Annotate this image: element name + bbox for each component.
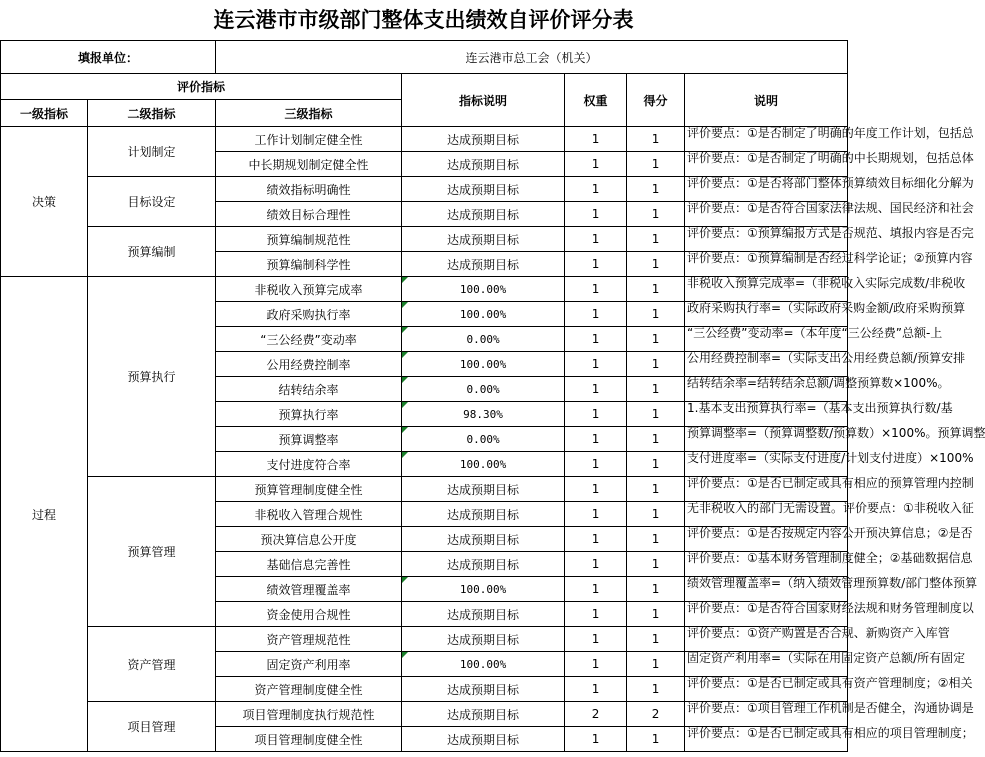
- score-cell: [627, 327, 685, 352]
- score-cell-text: 1: [651, 657, 660, 671]
- level3-indicator-text: 项目管理制度执行规范性: [242, 707, 375, 722]
- level3-indicator-text: 基础信息完善性: [266, 557, 351, 572]
- indicator-explanation-text: 达成预期目标: [447, 632, 520, 647]
- weight-cell-text: 1: [591, 457, 600, 471]
- score-cell-text: 1: [651, 182, 660, 196]
- score-cell: [627, 552, 685, 577]
- indicator-explanation-text: 100.00%: [459, 358, 507, 371]
- indicator-explanation: [402, 302, 565, 327]
- indicator-explanation-text: 达成预期目标: [447, 157, 520, 172]
- score-cell-text: 1: [651, 207, 660, 221]
- score-cell-text: 1: [651, 632, 660, 646]
- level3-indicator: [216, 652, 402, 677]
- weight-cell: [565, 727, 627, 752]
- indicator-explanation: [402, 177, 565, 202]
- indicator-explanation: [402, 352, 565, 377]
- level2-indicator: 资产管理: [88, 627, 216, 702]
- weight-cell-text: 1: [591, 357, 600, 371]
- indicator-explanation-text: 达成预期目标: [447, 182, 520, 197]
- weight-cell: [565, 702, 627, 727]
- score-cell-text: 1: [651, 507, 660, 521]
- remark-cell: [685, 726, 974, 752]
- weight-cell: [565, 677, 627, 702]
- weight-cell: [565, 477, 627, 502]
- indicator-explanation: [402, 152, 565, 177]
- level3-indicator-text: 资产管理制度健全性: [254, 682, 363, 697]
- level3-indicator-text: 预算调整率: [278, 432, 339, 447]
- indicator-explanation: [402, 627, 565, 652]
- remark-text: 预算调整率=（预算调整数/预算数）×100%。预算调整: [687, 426, 985, 440]
- level3-indicator: [216, 702, 402, 727]
- level2-indicator: 预算管理: [88, 477, 216, 627]
- weight-cell-text: 1: [591, 482, 600, 496]
- level3-indicator: [216, 227, 402, 252]
- level3-indicator-text: 公用经费控制率: [266, 357, 351, 372]
- evaluation-indicator-header: 评价指标: [1, 74, 402, 100]
- table-row: [1, 177, 848, 202]
- weight-cell-text: 1: [591, 632, 600, 646]
- weight-cell: [565, 377, 627, 402]
- score-cell: [627, 402, 685, 427]
- level3-indicator: [216, 177, 402, 202]
- remark-cell: [685, 376, 950, 402]
- weight-cell: [565, 152, 627, 177]
- level3-indicator: [216, 152, 402, 177]
- level3-indicator: [216, 452, 402, 477]
- remark-cell: [685, 476, 974, 502]
- level3-indicator: [216, 627, 402, 652]
- table-row: [1, 702, 848, 727]
- level2-indicator: 预算执行: [88, 277, 216, 477]
- indicator-explanation-text: 达成预期目标: [447, 682, 520, 697]
- indicator-explanation: [402, 527, 565, 552]
- score-cell-text: 1: [651, 157, 660, 171]
- level3-indicator-text: 支付进度符合率: [266, 457, 351, 472]
- level2-indicator: 项目管理: [88, 702, 216, 752]
- indicator-explanation: [402, 477, 565, 502]
- score-cell-text: 1: [651, 357, 660, 371]
- score-cell: [627, 652, 685, 677]
- score-cell: [627, 477, 685, 502]
- weight-cell-text: 1: [591, 582, 600, 596]
- remark-cell: [685, 526, 973, 552]
- weight-cell: [565, 352, 627, 377]
- weight-cell: [565, 277, 627, 302]
- remark-text: 评价要点：①预算编报方式是否规范、填报内容是否完: [687, 226, 974, 240]
- remark-text: 评价要点：①是否按规定内容公开预决算信息；②是否: [687, 526, 973, 540]
- indicator-explanation: [402, 502, 565, 527]
- score-cell: [627, 377, 685, 402]
- weight-cell: [565, 252, 627, 277]
- weight-cell-text: 1: [591, 682, 600, 696]
- remark-cell: [685, 551, 973, 577]
- level2-indicator: 预算编制: [88, 227, 216, 277]
- remark-cell: [685, 176, 974, 202]
- weight-cell-text: 1: [591, 207, 600, 221]
- level1-indicator: 过程: [1, 277, 88, 752]
- weight-cell: [565, 402, 627, 427]
- weight-cell-text: 1: [591, 532, 600, 546]
- indicator-explanation: [402, 577, 565, 602]
- weight-cell-text: 1: [591, 407, 600, 421]
- remark-cell: [685, 701, 974, 727]
- weight-cell: [565, 177, 627, 202]
- score-cell: [627, 452, 685, 477]
- indicator-explanation-text: 0.00%: [466, 433, 500, 446]
- level3-indicator-text: 非税收入预算完成率: [254, 282, 363, 297]
- indicator-explanation-text: 100.00%: [459, 283, 507, 296]
- score-cell-text: 1: [651, 482, 660, 496]
- unit-value: 连云港市总工会（机关）: [216, 41, 848, 74]
- indicator-explanation: [402, 702, 565, 727]
- score-cell-text: 1: [651, 682, 660, 696]
- level3-indicator-text: 政府采购执行率: [266, 307, 351, 322]
- level3-indicator-text: 预算编制科学性: [266, 257, 351, 272]
- level3-indicator: [216, 127, 402, 152]
- level3-indicator: [216, 427, 402, 452]
- remark-text: 评价要点：①是否将部门整体预算绩效目标细化分解为: [687, 176, 974, 190]
- remark-text: 评价要点：①基本财务管理制度健全；②基础数据信息: [687, 551, 973, 565]
- level3-indicator-text: “三公经费”变动率: [260, 332, 357, 347]
- level3-indicator-text: 固定资产利用率: [266, 657, 351, 672]
- level3-indicator-text: 结转结余率: [278, 382, 339, 397]
- score-cell: [627, 227, 685, 252]
- indicator-explanation: [402, 677, 565, 702]
- indicator-explanation-text: 达成预期目标: [447, 732, 520, 747]
- score-cell-text: 1: [651, 307, 660, 321]
- remark-cell: [685, 226, 974, 252]
- weight-cell: [565, 327, 627, 352]
- level3-indicator-text: 预算执行率: [278, 407, 339, 422]
- weight-cell-text: 1: [591, 182, 600, 196]
- remark-cell: [685, 326, 943, 352]
- weight-cell: [565, 627, 627, 652]
- level3-indicator: [216, 202, 402, 227]
- score-cell: [627, 502, 685, 527]
- remark-header: 说明: [685, 74, 848, 127]
- score-cell: [627, 202, 685, 227]
- remark-cell: [685, 626, 950, 652]
- table-row: [1, 627, 848, 652]
- level3-indicator-text: 工作计划制定健全性: [254, 132, 363, 147]
- weight-cell-text: 2: [591, 707, 600, 721]
- level3-indicator: [216, 577, 402, 602]
- indicator-explanation: [402, 452, 565, 477]
- indicator-explanation: [402, 252, 565, 277]
- remark-text: “三公经费”变动率=（本年度“三公经费”总额-上: [687, 326, 943, 340]
- score-cell: [627, 677, 685, 702]
- remark-cell: [685, 676, 973, 702]
- score-cell: [627, 302, 685, 327]
- unit-label: 填报单位：: [1, 41, 216, 74]
- table-row: [1, 277, 848, 302]
- level3-indicator: [216, 252, 402, 277]
- weight-cell: [565, 502, 627, 527]
- remark-text: 评价要点：①是否符合国家法律法规、国民经济和社会: [687, 201, 974, 215]
- level3-indicator: [216, 302, 402, 327]
- score-cell-text: 1: [651, 607, 660, 621]
- score-cell-text: 1: [651, 732, 660, 746]
- remark-cell: [685, 401, 953, 427]
- weight-cell: [565, 227, 627, 252]
- score-cell: [627, 177, 685, 202]
- remark-cell: [685, 201, 974, 227]
- level3-indicator: [216, 527, 402, 552]
- score-cell-text: 1: [651, 432, 660, 446]
- level3-indicator-text: 预算编制规范性: [266, 232, 351, 247]
- remark-text: 政府采购执行率=（实际政府采购金额/政府采购预算: [687, 301, 966, 315]
- remark-cell: [685, 651, 966, 677]
- level3-indicator: [216, 327, 402, 352]
- score-cell-text: 1: [651, 382, 660, 396]
- table-row: [1, 127, 848, 152]
- remark-text: 评价要点：①资产购置是否合规、新购资产入库管: [687, 626, 950, 640]
- weight-cell-text: 1: [591, 332, 600, 346]
- indicator-explanation: [402, 427, 565, 452]
- level3-indicator-text: 绩效目标合理性: [266, 207, 351, 222]
- weight-cell-text: 1: [591, 232, 600, 246]
- score-cell-text: 1: [651, 232, 660, 246]
- level3-indicator: [216, 402, 402, 427]
- score-cell: [627, 427, 685, 452]
- remark-cell: [685, 451, 974, 477]
- level3-indicator-text: 绩效管理覆盖率: [266, 582, 351, 597]
- score-cell-text: 1: [651, 532, 660, 546]
- remark-cell: [685, 126, 974, 152]
- remark-text: 绩效管理覆盖率=（纳入绩效管理预算数/部门整体预算: [687, 576, 978, 590]
- weight-cell: [565, 127, 627, 152]
- level3-indicator-text: 预决算信息公开度: [260, 532, 357, 547]
- score-cell-text: 1: [651, 557, 660, 571]
- level3-indicator: [216, 602, 402, 627]
- remark-cell: [685, 351, 966, 377]
- indicator-explanation: [402, 552, 565, 577]
- remark-text: 公用经费控制率=（实际支出公用经费总额/预算安排: [687, 351, 966, 365]
- indicator-explanation-text: 100.00%: [459, 658, 507, 671]
- level3-indicator-text: 资金使用合规性: [266, 607, 351, 622]
- indicator-explanation-text: 100.00%: [459, 308, 507, 321]
- level3-indicator: [216, 502, 402, 527]
- remark-cell: [685, 276, 966, 302]
- level3-indicator-text: 中长期规划制定健全性: [248, 157, 369, 172]
- score-cell-text: 1: [651, 332, 660, 346]
- score-cell: [627, 727, 685, 752]
- indicator-explanation-text: 达成预期目标: [447, 707, 520, 722]
- indicator-explanation-text: 达成预期目标: [447, 207, 520, 222]
- level3-header: 三级指标: [216, 100, 402, 127]
- indicator-explanation: [402, 277, 565, 302]
- level3-indicator-text: 绩效指标明确性: [266, 182, 351, 197]
- remark-cell: [685, 426, 985, 452]
- remark-cell: [685, 301, 966, 327]
- indicator-explanation-text: 达成预期目标: [447, 257, 520, 272]
- weight-cell-text: 1: [591, 157, 600, 171]
- score-cell: [627, 352, 685, 377]
- weight-cell-text: 1: [591, 307, 600, 321]
- weight-cell: [565, 302, 627, 327]
- indicator-explanation: [402, 727, 565, 752]
- remark-text: 支付进度率=（实际支付进度/计划支付进度）×100%: [687, 451, 974, 465]
- remark-text: 固定资产利用率=（实际在用固定资产总额/所有固定: [687, 651, 966, 665]
- level3-indicator: [216, 277, 402, 302]
- score-cell: [627, 577, 685, 602]
- remark-text: 1.基本支出预算执行率=（基本支出预算执行数/基: [687, 401, 953, 415]
- score-cell: [627, 527, 685, 552]
- score-cell-text: 1: [651, 407, 660, 421]
- score-cell-text: 1: [651, 582, 660, 596]
- indicator-explanation-text: 100.00%: [459, 583, 507, 596]
- score-cell-text: 2: [651, 707, 660, 721]
- indicator-explanation-text: 0.00%: [466, 333, 500, 346]
- score-table: [0, 40, 985, 752]
- remark-text: 评价要点：①是否已制定或具有相应的项目管理制度；: [687, 726, 974, 740]
- indicator-explanation: [402, 402, 565, 427]
- weight-cell: [565, 427, 627, 452]
- table-row: [1, 477, 848, 502]
- level1-indicator: 决策: [1, 127, 88, 277]
- indicator-explanation: [402, 127, 565, 152]
- score-cell: [627, 702, 685, 727]
- level2-indicator: 目标设定: [88, 177, 216, 227]
- indicator-explanation-text: 100.00%: [459, 458, 507, 471]
- indicator-explanation: [402, 327, 565, 352]
- weight-cell: [565, 577, 627, 602]
- level3-indicator: [216, 477, 402, 502]
- weight-cell: [565, 202, 627, 227]
- level2-indicator: 计划制定: [88, 127, 216, 177]
- indicator-explanation-text: 达成预期目标: [447, 132, 520, 147]
- score-cell: [627, 602, 685, 627]
- score-cell: [627, 252, 685, 277]
- explanation-header: 指标说明: [402, 74, 565, 127]
- remark-cell: [685, 601, 974, 627]
- level3-indicator-text: 项目管理制度健全性: [254, 732, 363, 747]
- indicator-explanation-text: 达成预期目标: [447, 532, 520, 547]
- score-cell: [627, 627, 685, 652]
- weight-cell-text: 1: [591, 132, 600, 146]
- level3-indicator-text: 资产管理规范性: [266, 632, 351, 647]
- sheet-title: 连云港市市级部门整体支出绩效自评价评分表: [213, 8, 634, 32]
- indicator-explanation: [402, 652, 565, 677]
- indicator-explanation: [402, 202, 565, 227]
- level3-indicator-text: 预算管理制度健全性: [254, 482, 363, 497]
- indicator-explanation: [402, 227, 565, 252]
- weight-cell: [565, 652, 627, 677]
- table-row: [1, 227, 848, 252]
- weight-cell: [565, 602, 627, 627]
- remark-cell: [685, 251, 973, 277]
- score-cell-text: 1: [651, 457, 660, 471]
- indicator-explanation: [402, 602, 565, 627]
- indicator-explanation-text: 达成预期目标: [447, 232, 520, 247]
- level3-indicator-text: 非税收入管理合规性: [254, 507, 363, 522]
- weight-cell-text: 1: [591, 657, 600, 671]
- score-cell: [627, 152, 685, 177]
- weight-cell-text: 1: [591, 432, 600, 446]
- indicator-explanation-text: 达成预期目标: [447, 507, 520, 522]
- remark-text: 评价要点：①项目管理工作机制是否健全，沟通协调是: [687, 701, 974, 715]
- remark-text: 评价要点：①是否符合国家财经法规和财务管理制度以: [687, 601, 974, 615]
- score-cell-text: 1: [651, 257, 660, 271]
- remark-text: 评价要点：①预算编制是否经过科学论证；②预算内容: [687, 251, 973, 265]
- level3-indicator: [216, 552, 402, 577]
- indicator-explanation-text: 达成预期目标: [447, 607, 520, 622]
- remark-text: 结转结余率=结转结余总额/调整预算数×100%。: [687, 376, 950, 390]
- level3-indicator: [216, 377, 402, 402]
- weight-cell-text: 1: [591, 282, 600, 296]
- indicator-explanation-text: 0.00%: [466, 383, 500, 396]
- score-cell: [627, 277, 685, 302]
- weight-cell-text: 1: [591, 257, 600, 271]
- remark-text: 评价要点：①是否已制定或具有资产管理制度；②相关: [687, 676, 973, 690]
- remark-text: 评价要点：①是否制定了明确的中长期规划，包括总体: [687, 151, 974, 165]
- weight-cell-text: 1: [591, 732, 600, 746]
- remark-text: 非税收入预算完成率=（非税收入实际完成数/非税收: [687, 276, 966, 290]
- score-cell-text: 1: [651, 132, 660, 146]
- level1-header: 一级指标: [1, 100, 88, 127]
- level3-indicator: [216, 677, 402, 702]
- remark-text: 评价要点：①是否制定了明确的年度工作计划，包括总: [687, 126, 974, 140]
- indicator-explanation-text: 达成预期目标: [447, 482, 520, 497]
- weight-cell-text: 1: [591, 557, 600, 571]
- indicator-explanation-text: 达成预期目标: [447, 557, 520, 572]
- weight-cell: [565, 527, 627, 552]
- weight-cell: [565, 552, 627, 577]
- level3-indicator: [216, 352, 402, 377]
- indicator-explanation: [402, 377, 565, 402]
- indicator-explanation-text: 98.30%: [463, 408, 503, 421]
- score-header: 得分: [627, 74, 685, 127]
- weight-cell-text: 1: [591, 507, 600, 521]
- score-cell-text: 1: [651, 282, 660, 296]
- remark-cell: [685, 576, 978, 602]
- weight-cell: [565, 452, 627, 477]
- remark-cell: [685, 501, 974, 527]
- level2-header: 二级指标: [88, 100, 216, 127]
- level3-indicator: [216, 727, 402, 752]
- weight-cell-text: 1: [591, 382, 600, 396]
- remark-text: 无非税收入的部门无需设置。评价要点：①非税收入征: [687, 501, 974, 515]
- weight-header: 权重: [565, 74, 627, 127]
- score-cell: [627, 127, 685, 152]
- remark-cell: [685, 151, 974, 177]
- remark-text: 评价要点：①是否已制定或具有相应的预算管理内控制: [687, 476, 974, 490]
- weight-cell-text: 1: [591, 607, 600, 621]
